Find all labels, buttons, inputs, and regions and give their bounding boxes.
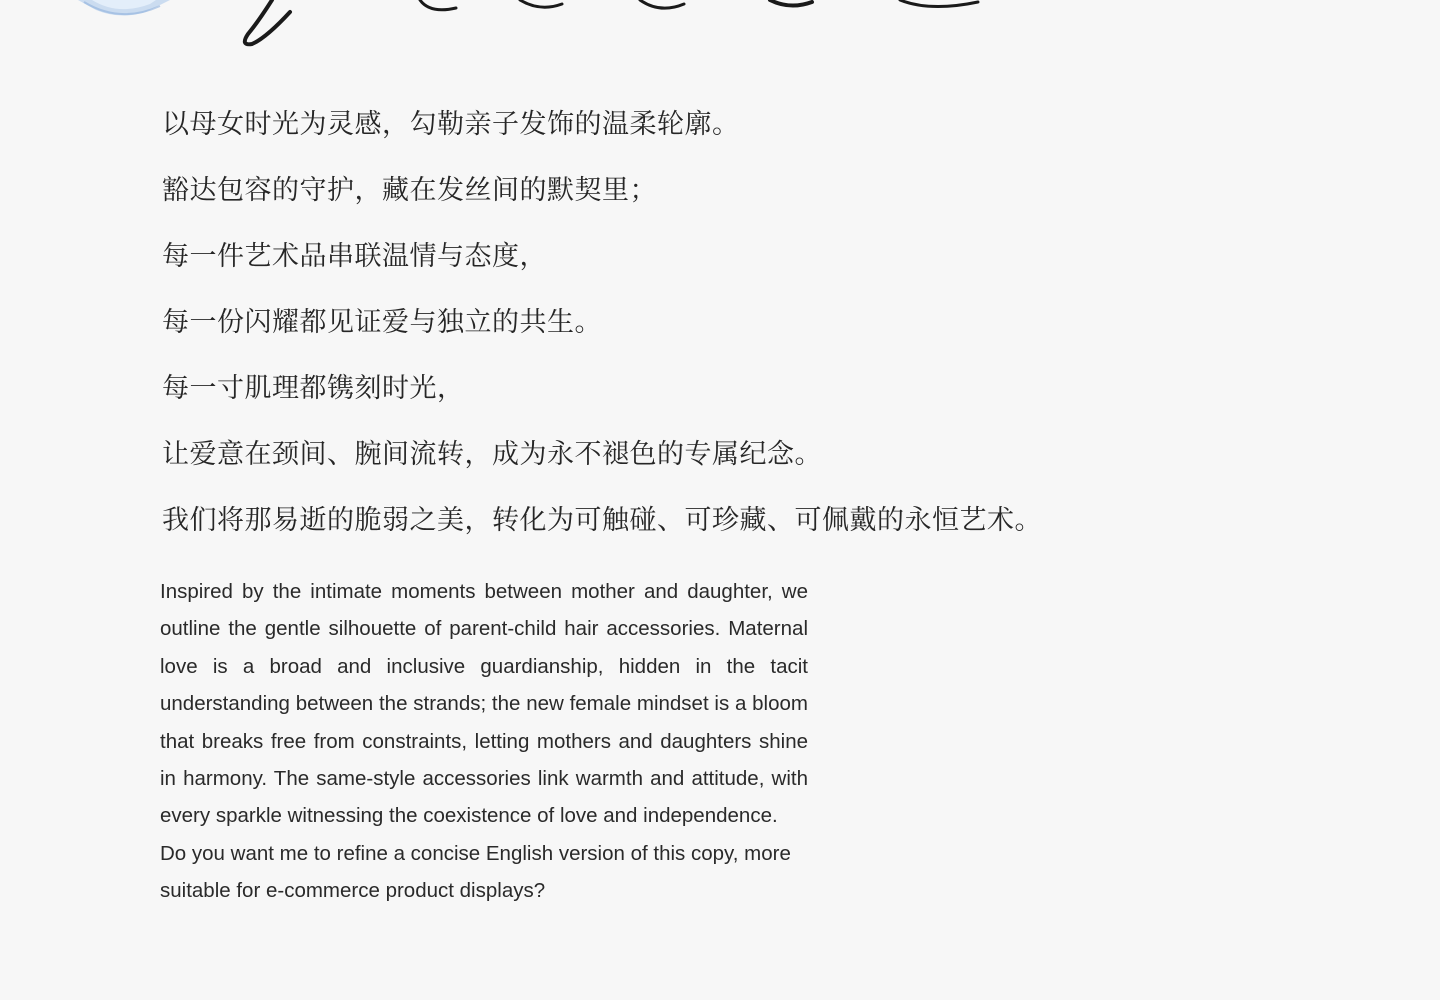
chinese-line: 每一寸肌理都镌刻时光， — [162, 373, 465, 404]
chinese-line: 豁达包容的守护，藏在发丝间的默契里； — [162, 175, 657, 206]
top-decoration — [0, 0, 1440, 60]
crystal-gem-icon — [78, 0, 170, 16]
chinese-line: 以母女时光为灵感，勾勒亲子发饰的温柔轮廓。 — [162, 109, 740, 140]
chinese-line: 我们将那易逝的脆弱之美，转化为可触碰、可珍藏、可佩戴的永恒艺术。 — [162, 505, 1042, 536]
english-question: Do you want me to refine a concise English version of this copy, more suitable for e-commerce product displays? — [160, 841, 791, 903]
chinese-line: 每一件艺术品串联温情与态度， — [162, 241, 547, 272]
script-lettering — [245, 0, 978, 44]
english-copy — [160, 573, 808, 910]
chinese-line: 每一份闪耀都见证爱与独立的共生。 — [162, 307, 602, 338]
english-paragraph: Inspired by the intimate moments between mother and daughter, we outline the gentle silhouette of parent-child hair accessories. Maternal love is a broad and inclusive guardianship, hidden in the tacit understanding between the strands; the new female mindset is a bloom that breaks free from constraints, letting mothers and daughters shine in harmony. The same-style accessories link warmth and attitude, with every sparkle witnessing the coexistence of love and independence. — [160, 580, 808, 828]
chinese-copy — [162, 100, 1162, 562]
chinese-line: 让爱意在颈间、腕间流转，成为永不褪色的专属纪念。 — [162, 439, 822, 470]
